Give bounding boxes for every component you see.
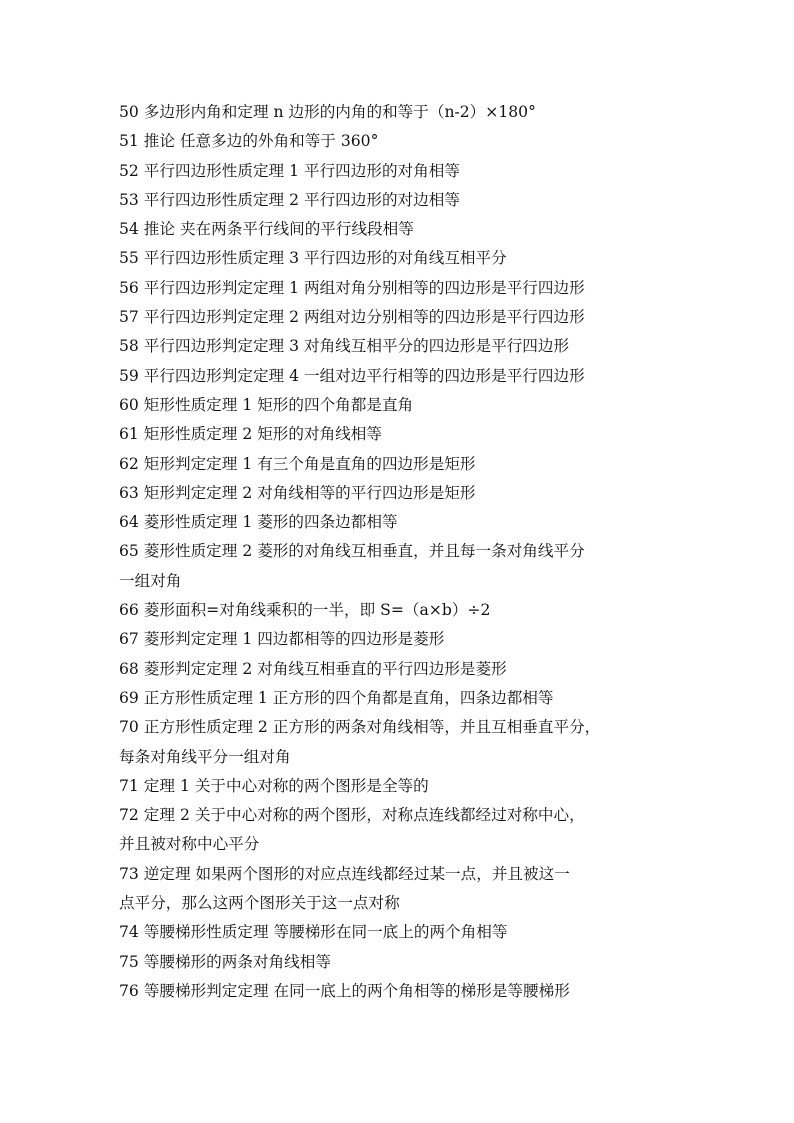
text-line: 72 定理 2 关于中心对称的两个图形，对称点连线都经过对称中心， xyxy=(119,806,585,825)
text-line: 64 菱形性质定理 1 菱形的四条边都相等 xyxy=(119,513,398,532)
text-line: 54 推论 夹在两条平行线间的平行线段相等 xyxy=(119,220,414,239)
text-line: 53 平行四边形性质定理 2 平行四边形的对边相等 xyxy=(119,190,460,209)
text-line: 每条对角线平分一组对角 xyxy=(119,747,291,766)
text-line: 71 定理 1 关于中心对称的两个图形是全等的 xyxy=(119,776,429,795)
document-text xyxy=(119,98,679,1006)
text-line: 58 平行四边形判定定理 3 对角线互相平分的四边形是平行四边形 xyxy=(119,337,570,356)
text-line: 59 平行四边形判定定理 4 一组对边平行相等的四边形是平行四边形 xyxy=(119,366,585,385)
text-line: 65 菱形性质定理 2 菱形的对角线互相垂直，并且每一条对角线平分 xyxy=(119,542,585,561)
text-line: 56 平行四边形判定定理 1 两组对角分别相等的四边形是平行四边形 xyxy=(119,278,585,297)
text-line: 并且被对称中心平分 xyxy=(119,835,260,854)
text-line: 69 正方形性质定理 1 正方形的四个角都是直角，四条边都相等 xyxy=(119,688,554,707)
text-line: 55 平行四边形性质定理 3 平行四边形的对角线互相平分 xyxy=(119,249,507,268)
text-line: 73 逆定理 如果两个图形的对应点连线都经过某一点，并且被这一 xyxy=(119,864,570,883)
text-line: 50 多边形内角和定理 n 边形的内角的和等于（n-2）×180° xyxy=(119,103,536,121)
text-line: 57 平行四边形判定定理 2 两组对边分别相等的四边形是平行四边形 xyxy=(119,308,585,327)
text-line: 63 矩形判定定理 2 对角线相等的平行四边形是矩形 xyxy=(119,483,476,502)
text-line: 74 等腰梯形性质定理 等腰梯形在同一底上的两个角相等 xyxy=(119,923,508,942)
text-line: 68 菱形判定定理 2 对角线互相垂直的平行四边形是菱形 xyxy=(119,659,507,678)
text-line: 75 等腰梯形的两条对角线相等 xyxy=(119,952,331,971)
text-line: 76 等腰梯形判定定理 在同一底上的两个角相等的梯形是等腰梯形 xyxy=(119,981,570,1000)
text-line: 51 推论 任意多边的外角和等于 360° xyxy=(119,132,379,151)
text-line: 60 矩形性质定理 1 矩形的四个角都是直角 xyxy=(119,395,414,414)
text-line: 点平分，那么这两个图形关于这一点对称 xyxy=(119,894,400,913)
text-line: 62 矩形判定定理 1 有三个角是直角的四边形是矩形 xyxy=(119,454,476,473)
text-line: 61 矩形性质定理 2 矩形的对角线相等 xyxy=(119,425,382,444)
text-line: 70 正方形性质定理 2 正方形的两条对角线相等，并且互相垂直平分， xyxy=(119,718,601,737)
text-line: 52 平行四边形性质定理 1 平行四边形的对角相等 xyxy=(119,161,460,180)
text-line: 67 菱形判定定理 1 四边都相等的四边形是菱形 xyxy=(119,630,445,649)
text-line: 一组对角 xyxy=(119,571,182,590)
text-line: 66 菱形面积=对角线乘积的一半，即 S=（a×b）÷2 xyxy=(119,601,491,620)
